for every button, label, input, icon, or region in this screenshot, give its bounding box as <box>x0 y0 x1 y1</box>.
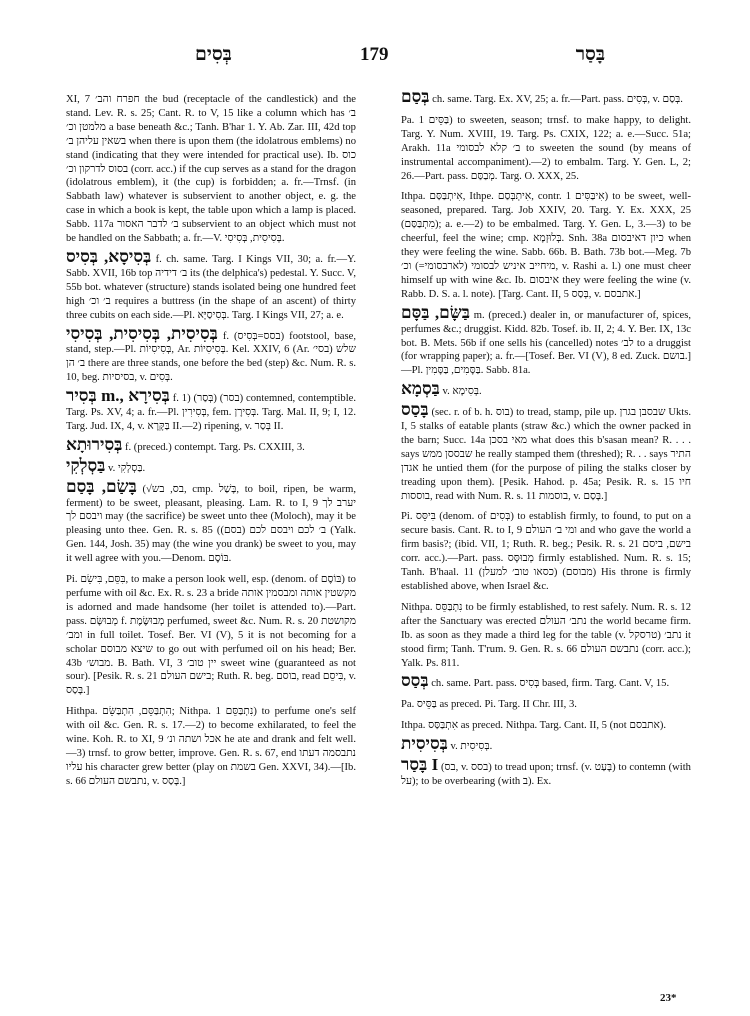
signature-mark: 23* <box>660 992 677 1004</box>
headword: בְּסַם <box>401 87 430 106</box>
entry-text: Pi. בִּסֵּם, בִּישֵׂם, to make a person look well, esp. (denom. of בּוֹסֶם) to perfume with oil &c. Ex. R. s. 23 a bride מקשטין אותה ומבסמין אותה is adorned and made handsome (her toilet is attended to).—Part. pass. מְבוּשָּׂם f. מְבוּשֶּׂמֶת perfumed, sweet &c. Num. R. s. 20 מקושטת ומב׳ in full toilet. Tosef. Ber. VI (V), 5 it is not becoming for a scholar שיצא מבוסם to go out with perfumed oil on his head; Ber. 43b מבוש׳. B. Bath. VI, 3 יין טוב׳ sweet wine (guaranteed as not sour). [Pesik. R. s. 21 בישם העולם; Ruth. R. beg. בוסם, read בִּיסֵם, v. בָּסַס.] <box>66 574 357 697</box>
headword: בַּסְלְקִי <box>66 455 106 475</box>
dictionary-entry <box>401 714 691 733</box>
dictionary-entry <box>401 304 691 379</box>
entry-text: ch. same. Part. pass. בְּסִיס based, firm. Targ. Cant. V, 15. <box>431 678 670 690</box>
entry-text: (בס, v. בסס) to tread upon; trnsf. (v. בָּעַט) to contemn (with על); to be overbearing (with ב). Ex. <box>401 762 691 787</box>
entry-text: v. בְּסִימָא. <box>442 386 482 398</box>
headword: בָּשַׂם, בָּסַם <box>66 476 137 496</box>
dictionary-entry <box>66 436 356 455</box>
running-head-right: בָּסַר <box>575 44 605 65</box>
dictionary-entry <box>401 693 691 712</box>
dictionary-entry <box>66 387 356 434</box>
dictionary-entry <box>66 88 356 246</box>
entry-text: (√בס, בש, cmp. בָּשַׁל, to boil, ripen, be warm, ferment) to be sweet, pleasant, pleasing. Lam. R. to I, 9 יערב לך ויבסם לך may (the sacrifice) be sweet unto thee (Moloch), may it be pleasing unto thee. Gen. R. s. 85 (ב׳ לכם ויבסם לכם (בסם) (Yalk. Gen. 144, Josh. 35) may (the wine you drank) be sweet to you, may it well agree with you.—Denom. בּוֹסֶם. <box>66 483 357 565</box>
entry-text: v. בְּסִיסִית. <box>450 741 493 753</box>
entry-text: f. (preced.) contempt. Targ. Ps. CXXIII, 3. <box>124 441 305 453</box>
dictionary-entry <box>66 568 356 698</box>
headword: בְּסַס <box>401 671 429 691</box>
headword: בְּסִירוּתָא <box>66 434 123 454</box>
entry-text: Pa. בַּסֵּיס as preced. Pi. Targ. II Chr. III, 3. <box>401 699 577 711</box>
entry-text: XI, 7 חפרח והב׳ the bud (receptacle of the candlestick) and the stand. Lev. R. s. 25; Cant. R. to V, 15 like a column which has ב׳ מלמטן וכ׳ a base beneath &c.; Tanh. B'har 1. Y. Ab. Zar. III, 42d top בשאין עליהן ב׳ when there is upon them (the idolatrous emblems) no stand (indicating that they were intended for practical use). Ib. כוס בסוס לדרקון וכ׳ (corr. acc.) if the cup serves as a stand for the dragon (idolatrous emblem), it (the cup) is forbidden; a. fr.—Trnsf. (in Sabbath law) whatever is subservient to another object, e. g. the case in which a book is kept, the table upon which a lamp is placed. Sabb. 117a ב׳ לדבר האסור subservient to an object which must not be handled on the Sabbath; a. fr.—V. בְּסִיסִית, בְּסִיסִי. <box>66 94 356 245</box>
headword: בָּסַר I <box>401 755 439 775</box>
dictionary-entry <box>401 596 691 671</box>
entry-text: m. (preced.) dealer in, or manufacturer of, spices, perfumes &c.; druggist. Kidd. 82b. Tosef. ib. II, 2; 4. Y. Ber. IX, 13c bot. B. Mets. 56b if one sells his (cancelled) notes לב׳ to a druggist (for wrapping paper); a. fr.—[Tosef. Ber. VI (V), 8 ed. Zuck. בושם.]—Pl. בַּסָּמִים, בַּסָּמִין. Sabb. 81a. <box>401 309 691 377</box>
entry-text: (sec. r. of b. h. בוס) to tread, stamp, pile up. שבסבן בגרן Ukts. I, 5 stalks of eatable plants (straw &c.) which the owner packed in the barn; Succ. 14a מאי בסכן what does this b'sasan mean? R. . . . says שבססן ממש he really stamped them (threshed); R. . . says התיר אגדן he untied them (for the purpose of piling the stalks closer by treading upon them). [Pesik. Hahod. p. 45a; Pesik. R. s. 15 חיו בוססות, read with Num. R. s. 11 בוסמות, v. בָּסַם.] <box>401 407 692 502</box>
entry-text: f. 1) (בְּסַר) (בסר) contemned, contemptible. Targ. Ps. XV, 4; a. fr.—Pl. בְּסִירִין, fem. בְּסִירָן. Targ. Mal. II, 9; I, 12. Targ. Jud. IX, 4, v. בַּקָּרָא II.—2) ripening, v. בְּסַר II. <box>66 393 357 432</box>
headword: בְּסִיסִית, בְּסִיסִית, בְּסִיסִי <box>66 323 218 343</box>
dictionary-entry <box>401 380 691 399</box>
entry-text: Ithpa. אִתְבַּסַּס as preced. Nithpa. Targ. Cant. II, 5 (not אתבסם). <box>401 720 667 732</box>
dictionary-entry <box>66 457 356 476</box>
dictionary-entry <box>401 109 691 184</box>
dictionary-entry <box>66 248 356 323</box>
dictionary-entry <box>66 700 356 788</box>
dictionary-entry <box>401 672 691 691</box>
entry-text: Ithpa. אִיתְבַּסַּם, Ithpe. אִיתְבְּסַם, contr. אִיבַּסִּים 1) to be sweet, well-seasoned, prepared. Targ. Job XXIV, 20. Targ. Y. Ex. XXX, 25 (מִתְבַּסַּם); a. e.—2) to be embalmed. Targ. Y. Gen. L, 3.—3) to be cheerful, feel the wine; cmp. בְּלוּזְמָא. Snh. 38a כיון דאיבסום when they were feeling the wine. Sabb. 66b. B. Bath. 73b bot.—Meg. 7b מיחייב איניש לבסומי (לארבסומי=) וכ׳, v. Rashi a. l.) one must cheer himself up with wine &c. Ib. איבסום they were feeling the wine (v. Rabb. D. S. a. l. note). [Targ. Cant. II, 5 בְּסַס, v. אתבסם.] <box>401 191 692 300</box>
dictionary-entry <box>66 325 356 386</box>
entry-text: Pa. בַּסֵּים 1) to sweeten, season; trnsf. to make happy, to delight. Targ. Y. Num. XVIII, 19. Targ. Ps. CXIX, 122; a. e.—Succ. 51a; Arakh. 11a ב׳ קלא לבסומי to sweeten the sound (by means of instrumental accompaniment).—2) to embalm. Targ. Y. Gen. L, 2; 26.—Part. pass. מְבַסַּם. Targ. O. XXX, 25. <box>401 114 692 182</box>
headword: בָּסַס <box>401 400 429 420</box>
headword: בְּסִיר m., בְּסִירָא <box>66 386 170 406</box>
entry-text: f. (בסס=בְּסִיס) footstool, base, stand, step.—Pl. בְּסִיסִיוֹת, Ar. בְּסִיסִיוֹת. Kel. XXIV, 6 (Ar. בסי׳) שלש ב׳ הן there are three stands, one before the bed (step) &c. Num. R. s. 10, beg. בסיסיות, v. בְּסִים. <box>66 330 356 384</box>
dictionary-entry <box>66 478 356 566</box>
dictionary-entry <box>401 88 691 107</box>
entry-text: Pi. בִּיסֵּס (denom. of בְּסִים) to establish firmly, to found, to put on a secure basis. Cant. R. to I, 9 ומי ב׳ העולם and who gave the world a firm basis?; (ibid. VII, 1; Ruth. R. beg.; Pesik. R. s. 21 בישם, ביסם corr. acc.).—Part. pass. מְבוּסָּס firmly established. Num. R. s. 15; Tanh. B'haal. 11 (כסאו טוב׳ למעלן) (מבוסם) His throne is firmly established above, when Israel &c. <box>401 511 692 592</box>
headword: בַּשָּׂם, בַּסָּם <box>401 302 470 322</box>
dictionary-entry <box>401 401 691 503</box>
page-header <box>60 44 700 74</box>
entry-text: v. בַּסְלְקִי. <box>108 462 146 474</box>
headword: בְּסִיסִית <box>401 734 448 754</box>
dictionary-entry <box>401 505 691 593</box>
dictionary-entry <box>401 185 691 301</box>
left-column <box>66 88 356 791</box>
entry-text: Hithpa. הִתְבַּסֵּם, הִתְבַּשֵּׂם; Nithpa. נִתְבַּסֵּם 1) to perfume one's self with oil &c. Gen. R. s. 17.—2) to become exhilarated, to feel the wine. Koh. R. to XI, 9 אכל ושתה ונ׳ he ate and drank and felt well.—3) trnsf. to grow better, improve. Gen. R. s. 67, end נתבסמה דעתו עליו his character grew better (play on בשמת Gen. XXVI, 34).—[Ib. s. 66 נתבשם העולם, v. בָּסַס.] <box>66 706 357 787</box>
dictionary-entry <box>401 756 691 789</box>
headword: בַּסְמָא <box>401 379 440 399</box>
running-head-left: בְּסִים <box>195 44 232 65</box>
page-number: 179 <box>360 44 389 65</box>
dictionary-entry <box>401 735 691 754</box>
right-column <box>401 88 691 791</box>
headword: בְּסִיסָא, בְּסִיס <box>66 246 152 266</box>
entry-text: ch. same. Targ. Ex. XV, 25; a. fr.—Part. pass. בְּסִים, v. בְּסַם. <box>432 94 683 105</box>
entry-text: f. ch. same. Targ. I Kings VII, 30; a. fr.—Y. Sabb. XVII, 16b top ב׳ דידיה its (the delphica's) pedestal. Y. Succ. V, 55b bot. whatever (structure) stands isolated being one hundred feet high ב׳ וכ׳ requires a buttress (in the shape of an ascent) of thirty three cubits on each side.—Pl. בְּסִיסַיָּא. Targ. I Kings VII, 27; a. e. <box>66 253 356 321</box>
entry-text: Nithpa. נִתְבַּסֵּס to be firmly established, to rest safely. Num. R. s. 12 after the Sanctuary was erected נתב׳ העולם the world became firm. Ib. as soon as they made a third leg for the table (v. טרסקל) נתב׳ it stood firm; Tanh. T'rum. 9. Gen. R. s. 66 נתבשם העולם (corr. acc.); Yalk. Ps. 811. <box>401 601 691 669</box>
